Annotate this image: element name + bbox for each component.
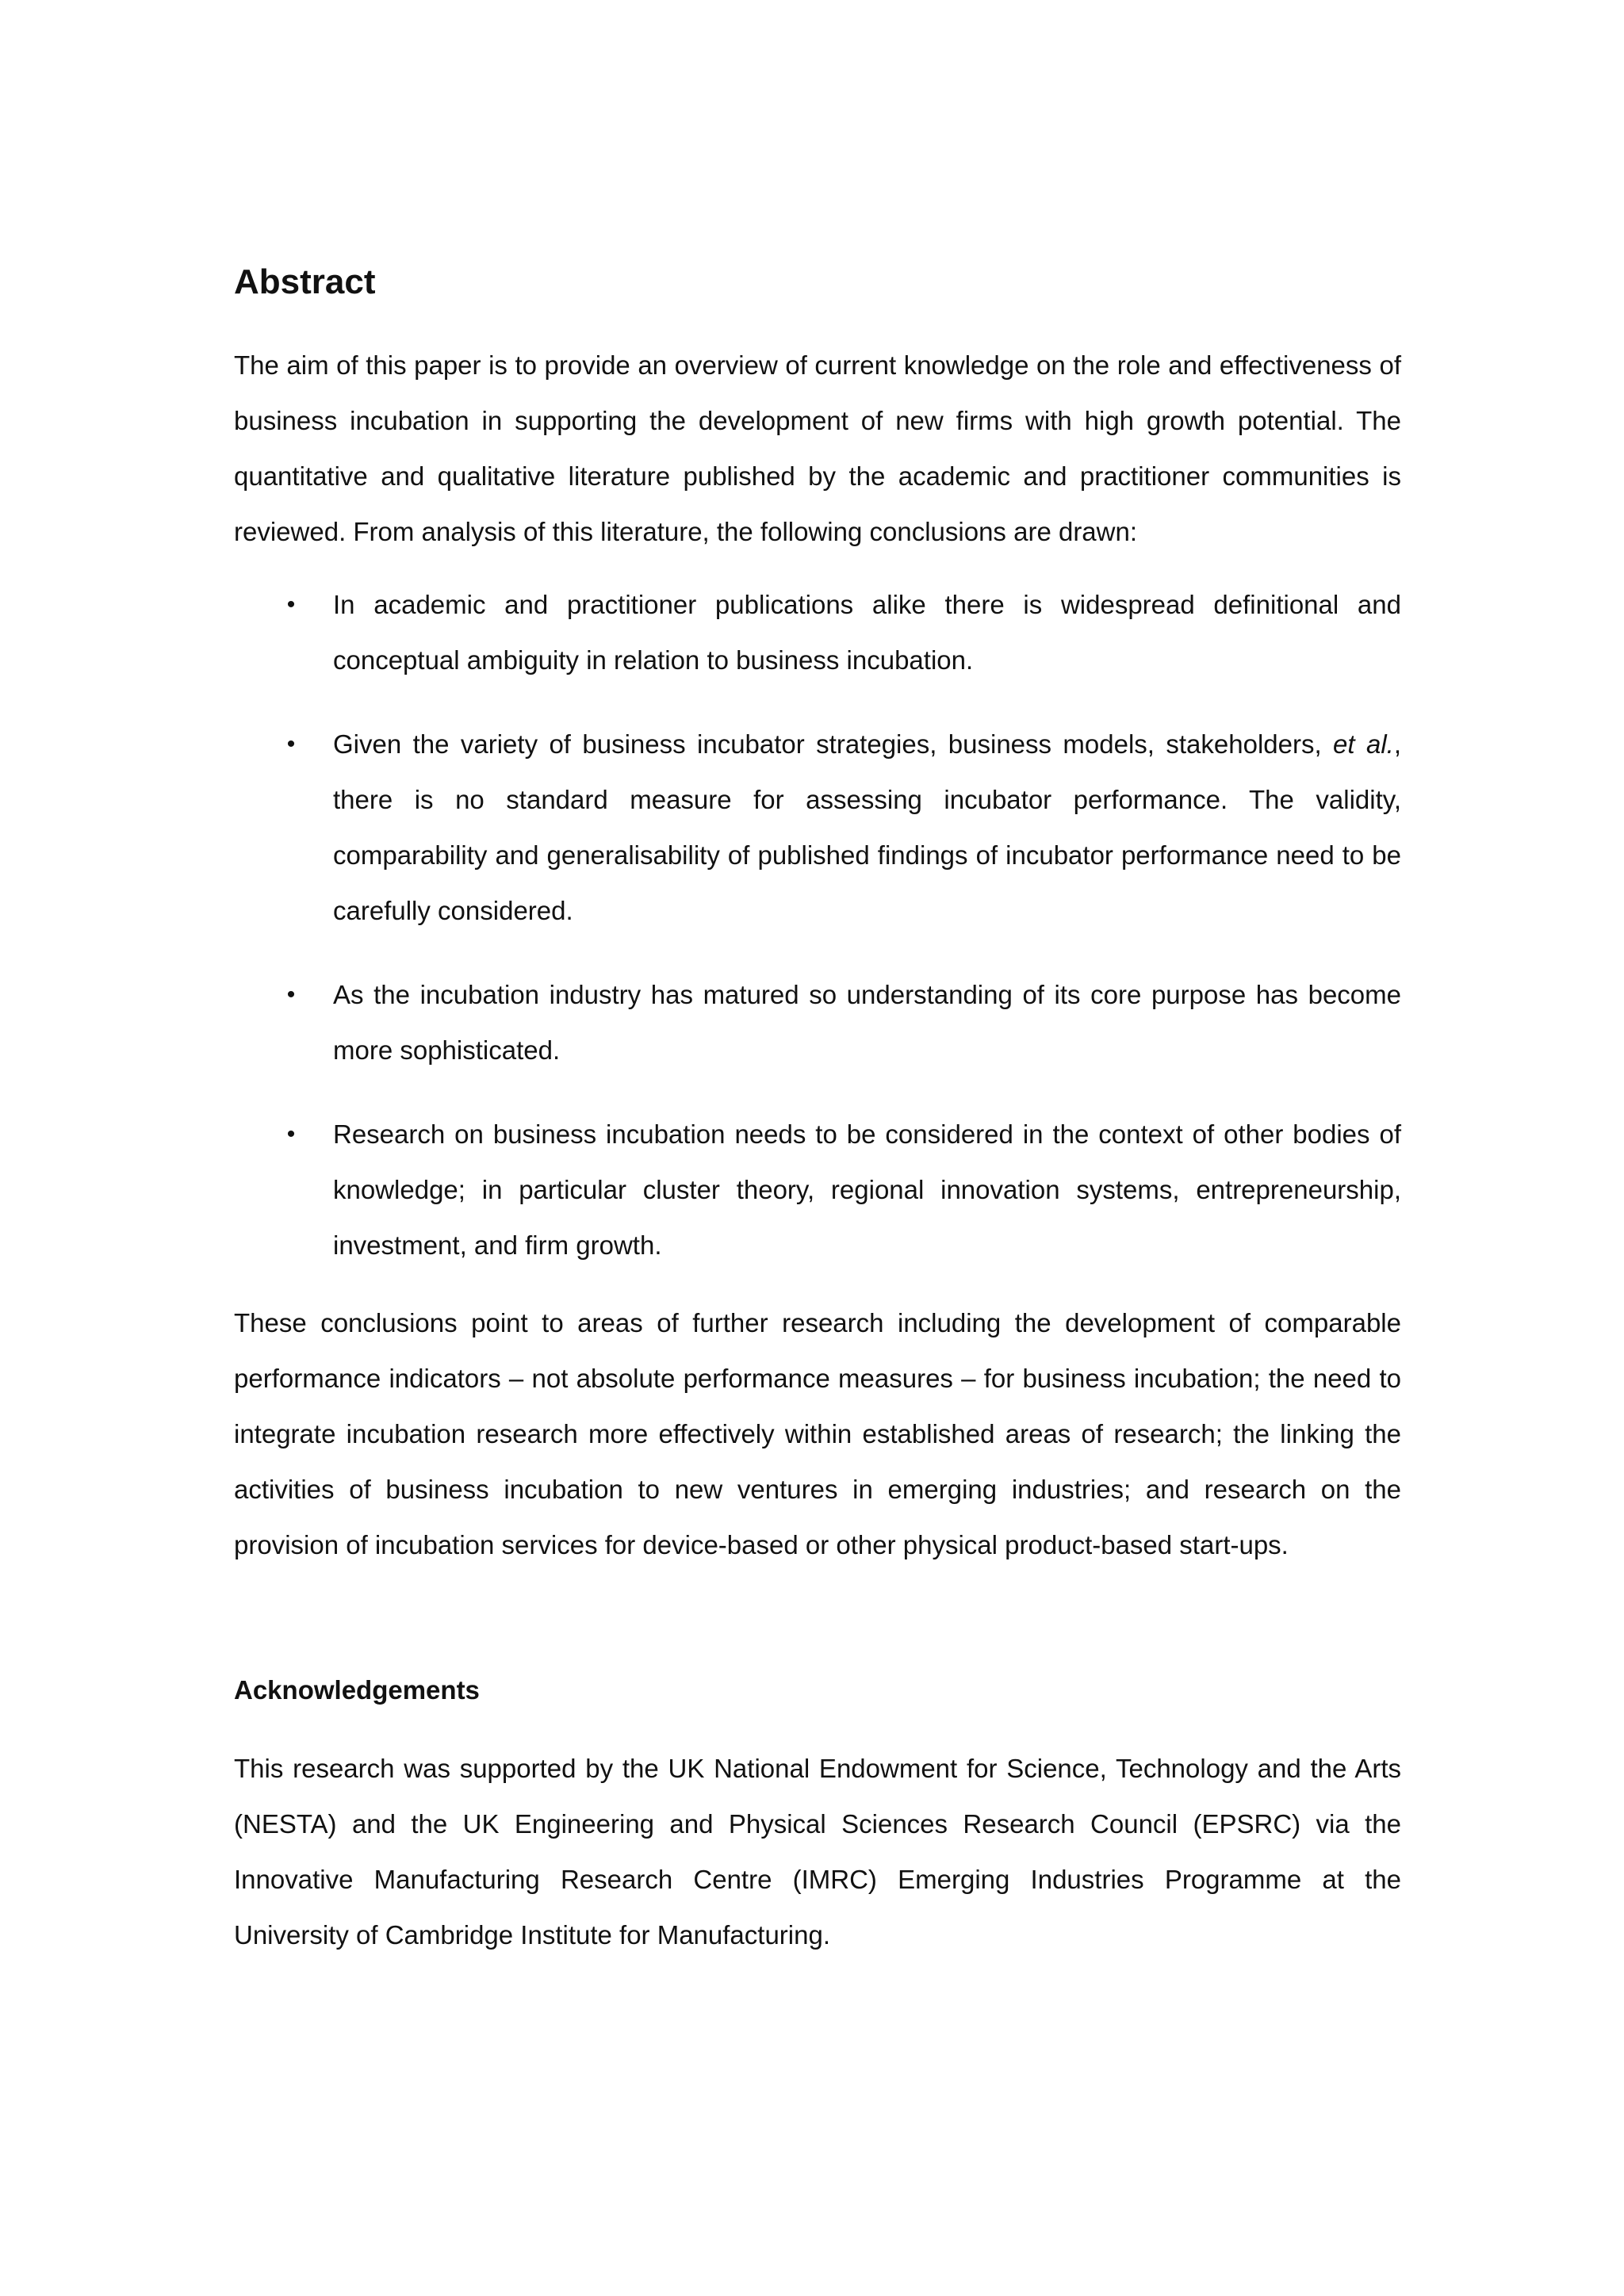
conclusion-item: [234, 967, 1401, 1078]
page-content: [234, 260, 1401, 1963]
conclusions-list: [234, 577, 1401, 1273]
section-spacer: [234, 1573, 1401, 1667]
bullet-icon: •: [286, 1121, 296, 1147]
acknowledgements-heading: Acknowledgements: [234, 1675, 480, 1705]
conclusion-italic-text: et al.: [1333, 729, 1394, 759]
bullet-icon: •: [286, 591, 296, 618]
conclusion-item: [234, 1107, 1401, 1273]
conclusion-item: [234, 577, 1401, 688]
conclusion-text: As the incubation industry has matured so understanding of its core purpose has become more sophisticated.: [333, 980, 1401, 1065]
abstract-closing-paragraph: These conclusions point to areas of further research including the development of comparable performance indicators – not absolute performance measures – for business incubation; the need to integrate incubation research more effectively within established areas of research; the linking the activities of business incubation to new ventures in emerging industries; and research on the provision of incubation services for device-based or other physical product-based start-ups.: [234, 1308, 1401, 1559]
conclusion-text: , there is no standard measure for assessing incubator performance. The validity, comparability and generalisability of published findings of incubator performance need to be carefully considered.: [333, 729, 1401, 925]
abstract-heading: Abstract: [234, 262, 376, 301]
acknowledgements-paragraph: This research was supported by the UK National Endowment for Science, Technology and the Arts (NESTA) and the UK Engineering and Physical Sciences Research Council (EPSRC) via the Innovative Manufacturing Research Centre (IMRC) Emerging Industries Programme at the University of Cambridge Institute for Manufacturing.: [234, 1754, 1401, 1950]
conclusion-item: [234, 717, 1401, 939]
conclusion-text: In academic and practitioner publications alike there is widespread definitional and conceptual ambiguity in relation to business incubation.: [333, 590, 1401, 675]
abstract-intro-paragraph: The aim of this paper is to provide an overview of current knowledge on the role and effectiveness of business incubation in supporting the development of new firms with high growth potential. The quantitative and qualitative literature published by the academic and practitioner communities is reviewed. From analysis of this literature, the following conclusions are drawn:: [234, 350, 1401, 546]
bullet-icon: •: [286, 982, 296, 1008]
bullet-icon: •: [286, 731, 296, 757]
conclusion-text: Given the variety of business incubator strategies, business models, stakeholders,: [333, 729, 1334, 759]
conclusion-text: Research on business incubation needs to be considered in the context of other bodies of knowledge; in particular cluster theory, regional innovation systems, entrepreneurship, investment, and firm growth.: [333, 1119, 1401, 1260]
